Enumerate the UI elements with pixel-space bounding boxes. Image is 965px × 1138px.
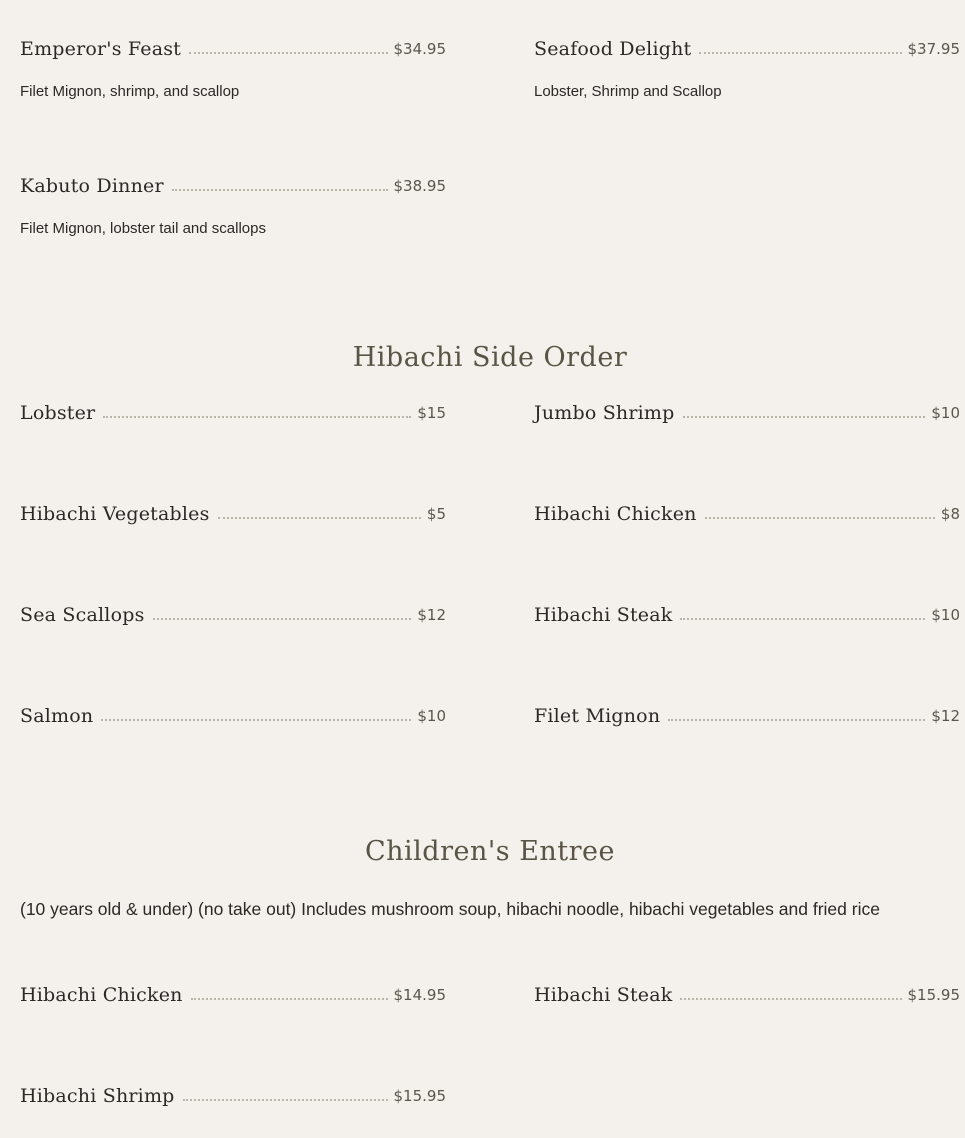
item-price: $15.95 (907, 986, 960, 1004)
dot-leader (183, 1098, 388, 1101)
menu-item-sea-scallops (20, 604, 446, 644)
menu-item-hibachi-chicken (534, 503, 960, 543)
menu-item-kids-hibachi-chicken (20, 984, 446, 1024)
section-title-children: Children's Entree (364, 836, 616, 867)
item-name: Kabuto Dinner (20, 175, 164, 197)
dot-leader (103, 415, 411, 418)
menu-item-hibachi-steak (534, 604, 960, 644)
dot-leader (683, 415, 926, 418)
dot-leader (218, 516, 421, 519)
item-name: Hibachi Shrimp (20, 1085, 175, 1107)
item-price: $37.95 (907, 40, 960, 58)
dot-leader (680, 997, 901, 1000)
menu-item-emperors-feast (20, 38, 446, 78)
dot-leader (101, 718, 411, 721)
item-name: Hibachi Chicken (534, 503, 697, 525)
item-name: Salmon (20, 705, 94, 727)
menu-item-salmon (20, 705, 446, 745)
item-price: $10 (931, 606, 960, 624)
item-name: Jumbo Shrimp (534, 402, 675, 424)
dot-leader (699, 51, 901, 54)
section-note-children: (10 years old & under) (no take out) Includes mushroom soup, hibachi noodle, hibachi vegetables and fried rice (20, 899, 880, 919)
item-price: $12 (931, 707, 960, 725)
menu-item-jumbo-shrimp (534, 402, 960, 442)
dot-leader (705, 516, 935, 519)
item-name: Sea Scallops (20, 604, 145, 626)
menu-item-hibachi-vegetables (20, 503, 446, 543)
item-price: $15.95 (393, 1087, 446, 1105)
dot-leader (191, 997, 388, 1000)
dot-leader (172, 188, 388, 191)
menu-item-kabuto-dinner (20, 175, 446, 215)
menu-item-kids-hibachi-steak (534, 984, 960, 1024)
item-name: Hibachi Steak (534, 604, 673, 626)
item-description: Filet Mignon, shrimp, and scallop (20, 83, 240, 100)
item-price: $38.95 (393, 177, 446, 195)
dot-leader (153, 617, 412, 620)
dot-leader (668, 718, 925, 721)
item-price: $14.95 (393, 986, 446, 1004)
item-name: Hibachi Chicken (20, 984, 183, 1006)
item-name: Emperor's Feast (20, 38, 182, 60)
item-name: Lobster (20, 402, 96, 424)
item-name: Hibachi Steak (534, 984, 673, 1006)
menu-item-seafood-delight (534, 38, 960, 78)
menu-item-lobster (20, 402, 446, 442)
section-title-side-order: Hibachi Side Order (352, 342, 628, 373)
item-price: $15 (417, 404, 446, 422)
menu-item-kids-hibachi-shrimp (20, 1085, 446, 1125)
dot-leader (189, 51, 387, 54)
item-price: $5 (426, 505, 446, 523)
item-price: $12 (417, 606, 446, 624)
item-name: Hibachi Vegetables (20, 503, 210, 525)
item-price: $8 (940, 505, 960, 523)
item-price: $10 (417, 707, 446, 725)
item-name: Seafood Delight (534, 38, 692, 60)
menu-item-filet-mignon (534, 705, 960, 745)
item-description: Filet Mignon, lobster tail and scallops (20, 220, 266, 237)
dot-leader (680, 617, 925, 620)
item-price: $10 (931, 404, 960, 422)
item-description: Lobster, Shrimp and Scallop (534, 83, 722, 100)
item-price: $34.95 (393, 40, 446, 58)
item-name: Filet Mignon (534, 705, 661, 727)
